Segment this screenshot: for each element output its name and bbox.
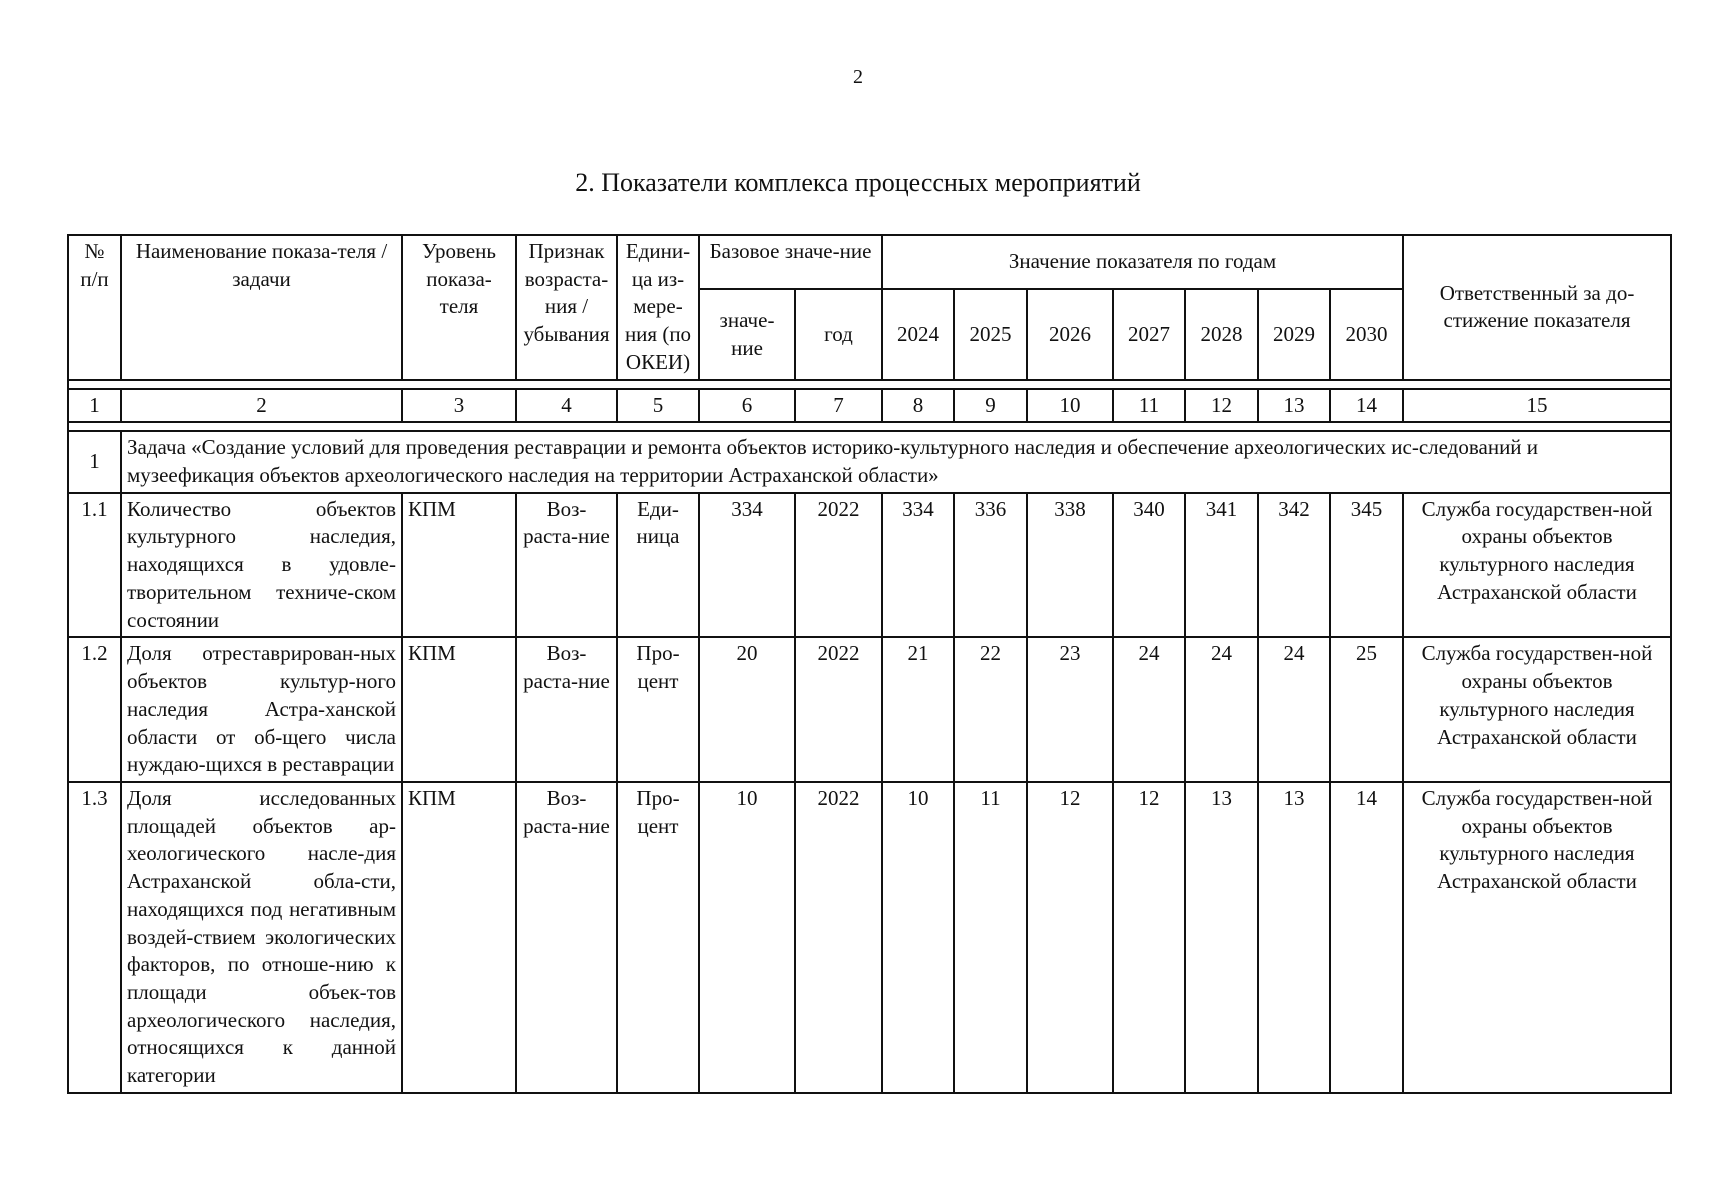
year-value: 12 — [1027, 782, 1113, 1093]
column-numbers-row — [68, 389, 1671, 423]
header-responsible: Ответственный за до-стижение показателя — [1403, 235, 1671, 380]
base-value: 20 — [699, 637, 795, 782]
column-number: 12 — [1185, 389, 1258, 423]
year-value: 10 — [882, 782, 954, 1093]
indicators-table — [67, 234, 1672, 1094]
separator-cell — [68, 380, 1671, 389]
year-value: 336 — [954, 493, 1027, 638]
column-number: 6 — [699, 389, 795, 423]
indicator-level: КПМ — [402, 493, 516, 638]
indicator-sign: Воз-раста-ние — [516, 782, 617, 1093]
header-year: 2025 — [954, 289, 1027, 379]
indicator-name: Доля исследованных площадей объектов ар-хеологического насле-дия Астраханской обла-сти, находящихся под негативным воздей-ствием экологических факторов, по отноше-нию к площади объек-тов археологического наследия, относящихся к данной категории — [121, 782, 402, 1093]
year-value: 338 — [1027, 493, 1113, 638]
year-value: 24 — [1113, 637, 1185, 782]
table-row — [68, 637, 1671, 782]
year-value: 13 — [1185, 782, 1258, 1093]
indicator-name: Количество объектов культурного наследия, находящихся в удовле-творительном техниче-ском состоянии — [121, 493, 402, 638]
header-num: № п/п — [68, 235, 121, 380]
column-number: 7 — [795, 389, 882, 423]
indicator-sign: Воз-раста-ние — [516, 637, 617, 782]
year-value: 340 — [1113, 493, 1185, 638]
indicator-unit: Про-цент — [617, 782, 699, 1093]
year-value: 334 — [882, 493, 954, 638]
indicator-unit: Про-цент — [617, 637, 699, 782]
header-base-year: год — [795, 289, 882, 379]
year-value: 342 — [1258, 493, 1330, 638]
header-level: Уровень показа-теля — [402, 235, 516, 380]
column-number: 10 — [1027, 389, 1113, 423]
task-number: 1 — [68, 431, 121, 492]
header-year: 2026 — [1027, 289, 1113, 379]
header-name: Наименование показа-теля / задачи — [121, 235, 402, 380]
header-separator — [68, 422, 1671, 431]
header-base-value: значе-ние — [699, 289, 795, 379]
year-value: 21 — [882, 637, 954, 782]
indicator-level: КПМ — [402, 782, 516, 1093]
task-row — [68, 431, 1671, 492]
column-number: 1 — [68, 389, 121, 423]
year-value: 341 — [1185, 493, 1258, 638]
year-value: 345 — [1330, 493, 1403, 638]
header-separator — [68, 380, 1671, 389]
year-value: 25 — [1330, 637, 1403, 782]
header-base: Базовое значе-ние — [699, 235, 882, 289]
responsible-party: Служба государствен-ной охраны объектов культурного наследия Астраханской области — [1403, 782, 1671, 1093]
base-value: 10 — [699, 782, 795, 1093]
task-text: Задача «Создание условий для проведения реставрации и ремонта объектов историко-культурного наследия и обеспечение археологических ис-следований и музеефикация объектов археологического наследия на территории Астраханской области» — [121, 431, 1671, 492]
column-number: 3 — [402, 389, 516, 423]
base-value: 334 — [699, 493, 795, 638]
indicator-level: КПМ — [402, 637, 516, 782]
column-number: 15 — [1403, 389, 1671, 423]
page-number: 2 — [853, 66, 863, 88]
base-year: 2022 — [795, 782, 882, 1093]
year-value: 22 — [954, 637, 1027, 782]
year-value: 12 — [1113, 782, 1185, 1093]
column-number: 4 — [516, 389, 617, 423]
header-year: 2027 — [1113, 289, 1185, 379]
header-years-group: Значение показателя по годам — [882, 235, 1403, 289]
table-row — [68, 782, 1671, 1093]
year-value: 13 — [1258, 782, 1330, 1093]
header-year: 2029 — [1258, 289, 1330, 379]
column-number: 14 — [1330, 389, 1403, 423]
header-unit: Едини-ца из-мере-ния (по ОКЕИ) — [617, 235, 699, 380]
header-row-1 — [68, 235, 1671, 289]
indicator-name: Доля отреставрирован-ных объектов культур-ного наследия Астра-ханской области от об-щего числа нуждаю-щихся в реставрации — [121, 637, 402, 782]
year-value: 11 — [954, 782, 1027, 1093]
column-number: 5 — [617, 389, 699, 423]
header-sign: Признак возраста-ния / убывания — [516, 235, 617, 380]
year-value: 24 — [1258, 637, 1330, 782]
base-year: 2022 — [795, 637, 882, 782]
year-value: 14 — [1330, 782, 1403, 1093]
row-number: 1.2 — [68, 637, 121, 782]
row-number: 1.3 — [68, 782, 121, 1093]
column-number: 13 — [1258, 389, 1330, 423]
page-title: 2. Показатели комплекса процессных мероприятий — [575, 168, 1141, 197]
responsible-party: Служба государствен-ной охраны объектов культурного наследия Астраханской области — [1403, 493, 1671, 638]
year-value: 24 — [1185, 637, 1258, 782]
row-number: 1.1 — [68, 493, 121, 638]
base-year: 2022 — [795, 493, 882, 638]
year-value: 23 — [1027, 637, 1113, 782]
column-number: 9 — [954, 389, 1027, 423]
column-number: 11 — [1113, 389, 1185, 423]
header-year: 2030 — [1330, 289, 1403, 379]
column-number: 2 — [121, 389, 402, 423]
header-year: 2028 — [1185, 289, 1258, 379]
responsible-party: Служба государствен-ной охраны объектов культурного наследия Астраханской области — [1403, 637, 1671, 782]
header-year: 2024 — [882, 289, 954, 379]
separator-cell — [68, 422, 1671, 431]
indicator-unit: Еди-ница — [617, 493, 699, 638]
table-row — [68, 493, 1671, 638]
column-number: 8 — [882, 389, 954, 423]
indicator-sign: Воз-раста-ние — [516, 493, 617, 638]
